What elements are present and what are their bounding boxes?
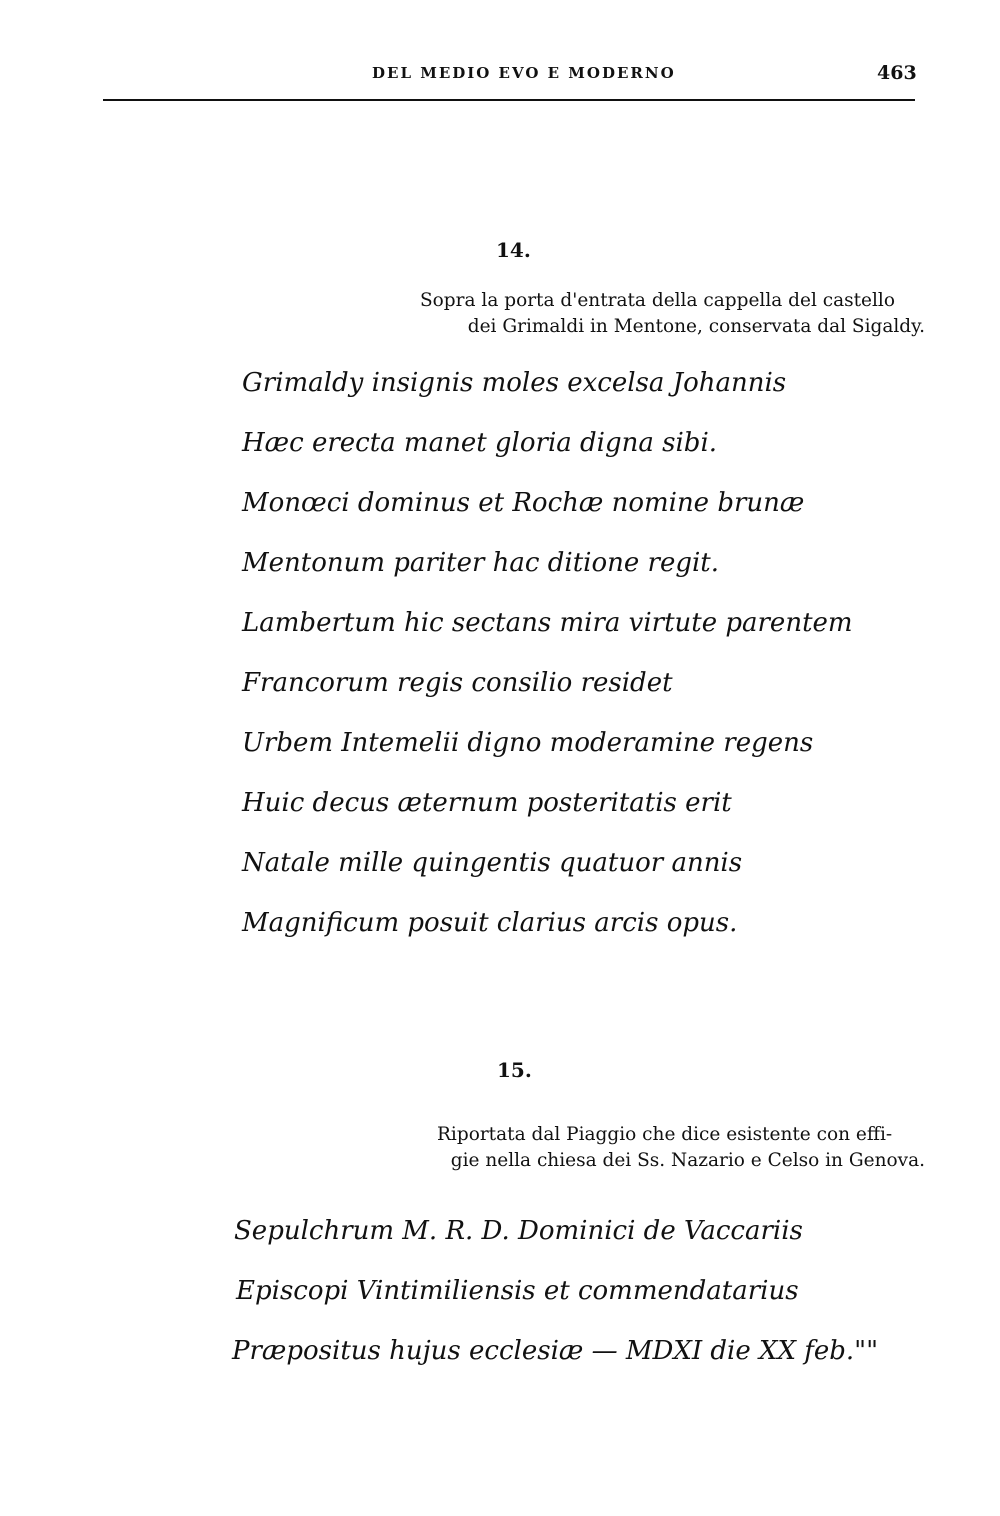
verse-line: Grimaldy insignis moles excelsa Johannis (242, 368, 787, 398)
verse-line: Monœci dominus et Rochæ nomine brunæ (242, 488, 805, 518)
inscription-14-caption (420, 288, 925, 340)
verse-line: Urbem Intemelii digno moderamine regens (242, 728, 814, 758)
verse-line: Francorum regis consilio residet (242, 668, 673, 698)
page-number: 463 (877, 62, 917, 84)
inscription-14-number: 14. (496, 238, 531, 262)
verse-line: Mentonum pariter hac ditione regit. (242, 548, 720, 578)
caption-line: dei Grimaldi in Mentone, conservata dal Sigaldy. (467, 316, 925, 337)
inscription-15-caption (437, 1122, 925, 1174)
verse-line: Lambertum hic sectans mira virtute parentem (242, 608, 853, 638)
verse-line: Huic decus æternum posteritatis erit (242, 788, 732, 818)
verse-line: Magnificum posuit clarius arcis opus. (242, 908, 738, 938)
verse-line: Hæc erecta manet gloria digna sibi. (242, 428, 718, 458)
verse-line: Episcopi Vintimiliensis et commendatarius (236, 1276, 799, 1306)
verse-line: Sepulchrum M. R. D. Dominici de Vaccariis (234, 1216, 803, 1246)
header-rule (103, 99, 915, 101)
caption-line: gie nella chiesa dei Ss. Nazario e Celso in Genova. (450, 1150, 925, 1171)
caption-line: Riportata dal Piaggio che dice esistente con effi- (437, 1124, 893, 1145)
running-head: DEL MEDIO EVO E MODERNO (372, 64, 676, 82)
verse-line: Natale mille quingentis quatuor annis (242, 848, 743, 878)
verse-line: Præpositus hujus ecclesiæ — MDXI die XX feb."" (232, 1336, 879, 1366)
inscription-15-number: 15. (497, 1058, 532, 1082)
caption-line: Sopra la porta d'entrata della cappella del castello (420, 290, 895, 311)
